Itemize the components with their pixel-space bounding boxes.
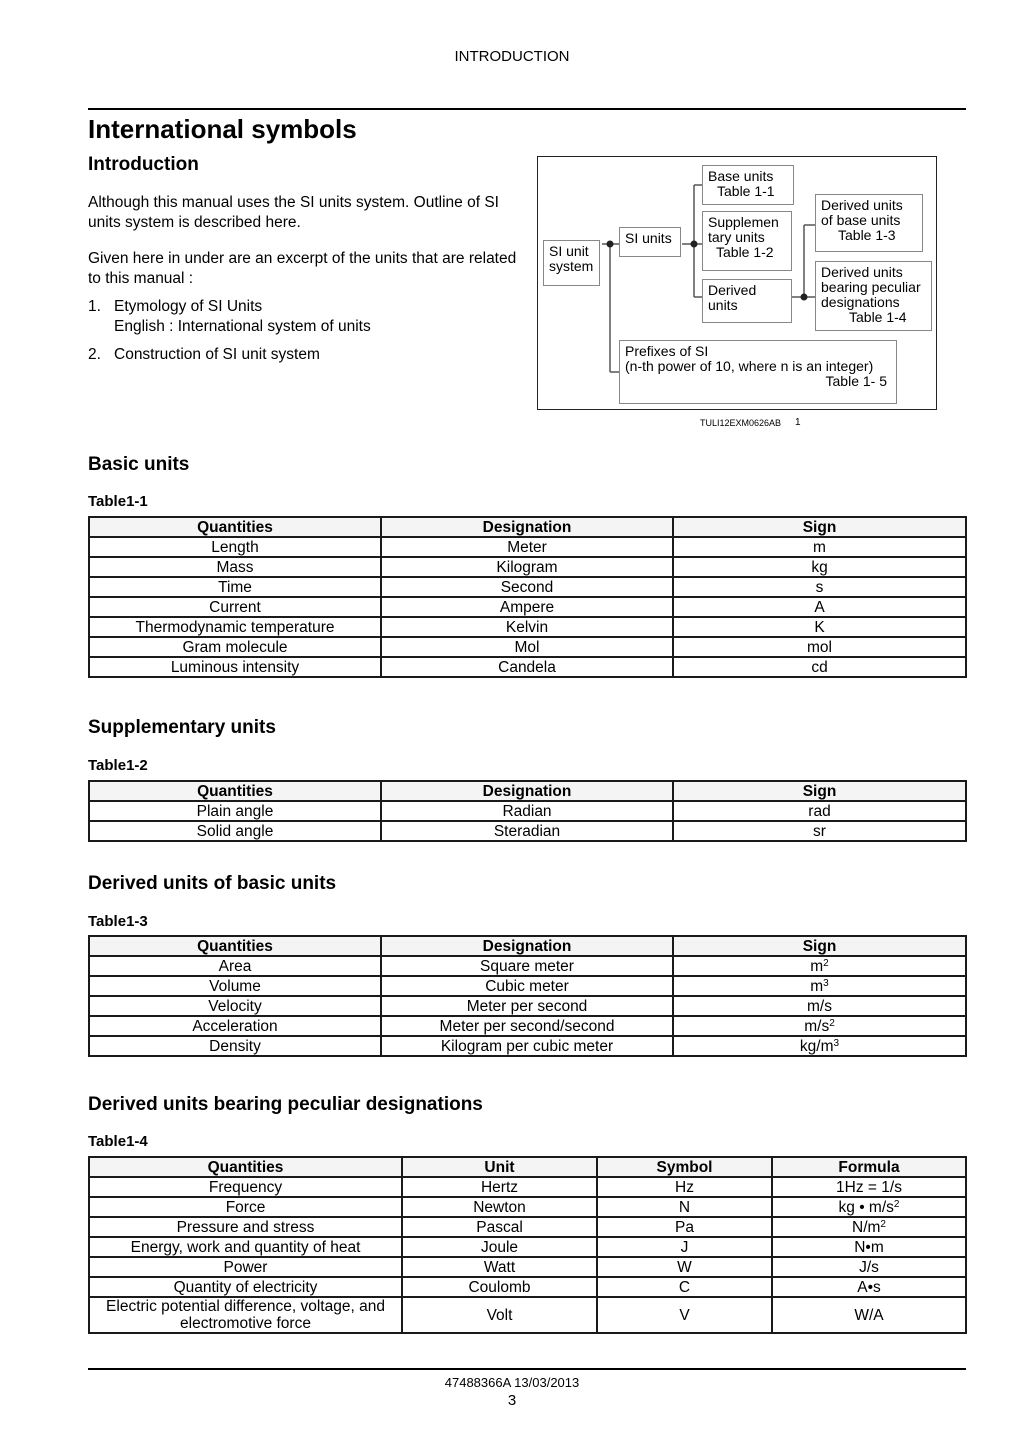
table-row <box>89 1297 966 1333</box>
box-line: of base units <box>821 212 901 228</box>
column-header: Quantities <box>89 936 381 956</box>
table-cell: Joule <box>402 1237 597 1257</box>
prefixes-box <box>619 340 897 404</box>
box-line: Table 1-2 <box>716 244 774 260</box>
table-cell: kg <box>673 557 966 577</box>
table-cell: V <box>597 1297 772 1333</box>
page-number: 3 <box>507 1392 517 1409</box>
figure-caption: TULI12EXM0626AB <box>700 418 782 428</box>
table-cell: Square meter <box>381 956 673 976</box>
table-cell: rad <box>673 801 966 821</box>
derived-units-table <box>88 935 967 1057</box>
superscript: 2 <box>880 1218 886 1230</box>
supplementary-units-heading: Supplementary units <box>88 717 276 738</box>
table-cell: Velocity <box>89 996 381 1016</box>
table-cell: Meter per second/second <box>381 1016 673 1036</box>
column-header: Formula <box>772 1157 966 1177</box>
table-cell: J <box>597 1237 772 1257</box>
table-1-2-label: Table1-2 <box>88 757 148 774</box>
table-row <box>89 577 966 597</box>
basic-units-heading: Basic units <box>88 454 190 475</box>
table-cell: N <box>597 1197 772 1217</box>
table-row <box>89 1177 966 1197</box>
box-line: bearing peculiar <box>821 279 921 295</box>
table-cell: m/s <box>673 996 966 1016</box>
table-row <box>89 1217 966 1237</box>
table-cell: Plain angle <box>89 801 381 821</box>
table-cell: $m^3$ <box>673 976 966 996</box>
table-row <box>89 1257 966 1277</box>
table-cell: Energy, work and quantity of heat <box>89 1237 402 1257</box>
table-cell: Kilogram per cubic meter <box>381 1036 673 1056</box>
table-header-row <box>89 781 966 801</box>
table-1-3-label: Table1-3 <box>88 913 148 930</box>
column-header: Designation <box>381 517 673 537</box>
table-row <box>89 996 966 1016</box>
table-cell: Meter per second <box>381 996 673 1016</box>
si-units-box <box>619 227 681 257</box>
intro-paragraph-1: Although this manual uses the SI units system. Outline of SI units system is described here. <box>88 194 499 231</box>
table-cell: Mol <box>381 637 673 657</box>
table-cell: Volume <box>89 976 381 996</box>
table-cell: Second <box>381 577 673 597</box>
table-cell: m <box>673 537 966 557</box>
table-cell: Ampere <box>381 597 673 617</box>
table-row <box>89 537 966 557</box>
table-cell: Radian <box>381 801 673 821</box>
table-1-1-label: Table1-1 <box>88 493 148 510</box>
table-cell: Current <box>89 597 381 617</box>
table-cell: Gram molecule <box>89 637 381 657</box>
table-row <box>89 597 966 617</box>
table-row <box>89 557 966 577</box>
box-line: units <box>708 297 738 313</box>
box-line: SI units <box>625 230 672 246</box>
table-cell: Quantity of electricity <box>89 1277 402 1297</box>
table-header-row <box>89 1157 966 1177</box>
table-cell: Meter <box>381 537 673 557</box>
box-line: tary units <box>708 229 765 245</box>
table-cell: Solid angle <box>89 821 381 841</box>
table-row <box>89 1016 966 1036</box>
table-cell: Hz <box>597 1177 772 1197</box>
table-cell: Pa <box>597 1217 772 1237</box>
superscript: 3 <box>833 1037 840 1049</box>
si-unit-system-box <box>543 240 600 286</box>
table-header-row <box>89 936 966 956</box>
peculiar-units-heading: Derived units bearing peculiar designations <box>88 1094 483 1115</box>
table-cell: K <box>673 617 966 637</box>
box-line: Derived units <box>821 264 903 280</box>
column-header: Sign <box>673 781 966 801</box>
table-cell: Luminous intensity <box>89 657 381 677</box>
box-line: Prefixes of SI <box>625 343 709 359</box>
basic-units-table <box>88 516 967 678</box>
table-cell: mol <box>673 637 966 657</box>
table-cell: s <box>673 577 966 597</box>
table-cell: N•m <box>772 1237 966 1257</box>
table-cell: J/s <box>772 1257 966 1277</box>
table-cell: $kg/m^3$ <box>673 1036 966 1056</box>
table-row <box>89 976 966 996</box>
table-row <box>89 1197 966 1217</box>
table-cell: sr <box>673 821 966 841</box>
column-header: Sign <box>673 517 966 537</box>
box-line: Table 1- 5 <box>825 373 887 389</box>
box-line: designations <box>821 294 900 310</box>
box-line: Table 1-3 <box>838 227 896 243</box>
table-cell: Pressure and stress <box>89 1217 402 1237</box>
table-cell: Length <box>89 537 381 557</box>
figure-number: 1 <box>795 417 801 428</box>
peculiar-units-table <box>88 1156 967 1334</box>
supplementary-units-box <box>702 211 792 271</box>
list-text: Etymology of SI Units <box>114 298 263 315</box>
box-line: Table 1-1 <box>717 183 775 199</box>
table-row <box>89 657 966 677</box>
table-row <box>89 801 966 821</box>
column-header: Quantities <box>89 517 381 537</box>
footer-rule <box>88 1368 966 1370</box>
list-text: Construction of SI unit system <box>114 346 320 363</box>
page-title: International symbols <box>88 114 357 144</box>
footer-document-id: 47488366A 13/03/2013 <box>444 1375 580 1390</box>
table-cell: Watt <box>402 1257 597 1277</box>
table-cell: W/A <box>772 1297 966 1333</box>
table-cell: Newton <box>402 1197 597 1217</box>
table-cell: Cubic meter <box>381 976 673 996</box>
column-header: Quantities <box>89 1157 402 1177</box>
page-header: INTRODUCTION <box>454 48 570 65</box>
table-cell: C <box>597 1277 772 1297</box>
table-cell: kg • $m/s^2$ <box>772 1197 966 1217</box>
box-line: Base units <box>708 168 774 184</box>
table-cell: Steradian <box>381 821 673 841</box>
column-header: Symbol <box>597 1157 772 1177</box>
table-cell: Area <box>89 956 381 976</box>
intro-list-item-2 <box>88 345 528 365</box>
table-row <box>89 1036 966 1056</box>
superscript: 2 <box>823 957 829 969</box>
table-cell: A•s <box>772 1277 966 1297</box>
intro-list-item-1 <box>88 297 528 337</box>
table-cell: Volt <box>402 1297 597 1333</box>
derived-base-units-box <box>815 194 923 252</box>
table-1-4-label: Table1-4 <box>88 1133 148 1150</box>
table-cell: 1Hz = 1/s <box>772 1177 966 1197</box>
derived-units-box <box>702 279 792 323</box>
supplementary-units-table <box>88 780 967 842</box>
table-row <box>89 956 966 976</box>
derived-units-heading: Derived units of basic units <box>88 873 337 894</box>
table-cell: Hertz <box>402 1177 597 1197</box>
box-line: Supplemen <box>708 214 779 230</box>
column-header: Designation <box>381 936 673 956</box>
table-cell: Acceleration <box>89 1016 381 1036</box>
box-line: system <box>549 258 594 274</box>
column-header: Designation <box>381 781 673 801</box>
table-header-row <box>89 517 966 537</box>
table-cell: Density <box>89 1036 381 1056</box>
column-header: Sign <box>673 936 966 956</box>
derived-peculiar-box <box>815 261 932 331</box>
table-row <box>89 617 966 637</box>
list-number: 2. <box>88 346 101 363</box>
table-row <box>89 821 966 841</box>
base-units-box <box>702 165 794 205</box>
list-text-2: English : International system of units <box>114 318 371 335</box>
box-line: (n-th power of 10, where n is an integer) <box>625 358 874 374</box>
header-rule <box>88 108 966 110</box>
table-cell: Thermodynamic temperature <box>89 617 381 637</box>
table-row <box>89 637 966 657</box>
table-row <box>89 1277 966 1297</box>
box-line: Table 1-4 <box>849 309 907 325</box>
list-number: 1. <box>88 298 101 315</box>
table-cell: Time <box>89 577 381 597</box>
table-cell: $N/m^2$ <box>772 1217 966 1237</box>
column-header: Unit <box>402 1157 597 1177</box>
table-cell: Coulomb <box>402 1277 597 1297</box>
table-cell: $m/s^2$ <box>673 1016 966 1036</box>
table-cell: Kilogram <box>381 557 673 577</box>
table-cell: Candela <box>381 657 673 677</box>
box-line: Derived units <box>821 197 903 213</box>
intro-heading: Introduction <box>88 154 199 175</box>
table-cell: Force <box>89 1197 402 1217</box>
table-cell: A <box>673 597 966 617</box>
table-row <box>89 1237 966 1257</box>
superscript: 2 <box>829 1017 835 1029</box>
table-cell: Mass <box>89 557 381 577</box>
box-line: SI unit <box>549 243 589 259</box>
superscript: 2 <box>893 1198 900 1210</box>
table-cell: $m^2$ <box>673 956 966 976</box>
column-header: Quantities <box>89 781 381 801</box>
si-system-diagram <box>537 156 937 410</box>
superscript: 3 <box>823 977 829 989</box>
table-cell: W <box>597 1257 772 1277</box>
table-cell: cd <box>673 657 966 677</box>
table-cell: Pascal <box>402 1217 597 1237</box>
box-line: Derived <box>708 282 757 298</box>
intro-paragraph-2: Given here in under are an excerpt of the units that are related to this manual : <box>88 250 517 287</box>
table-cell: Kelvin <box>381 617 673 637</box>
table-cell: Frequency <box>89 1177 402 1197</box>
table-cell: Electric potential difference, voltage, and electromotive force <box>89 1297 402 1333</box>
table-cell: Power <box>89 1257 402 1277</box>
